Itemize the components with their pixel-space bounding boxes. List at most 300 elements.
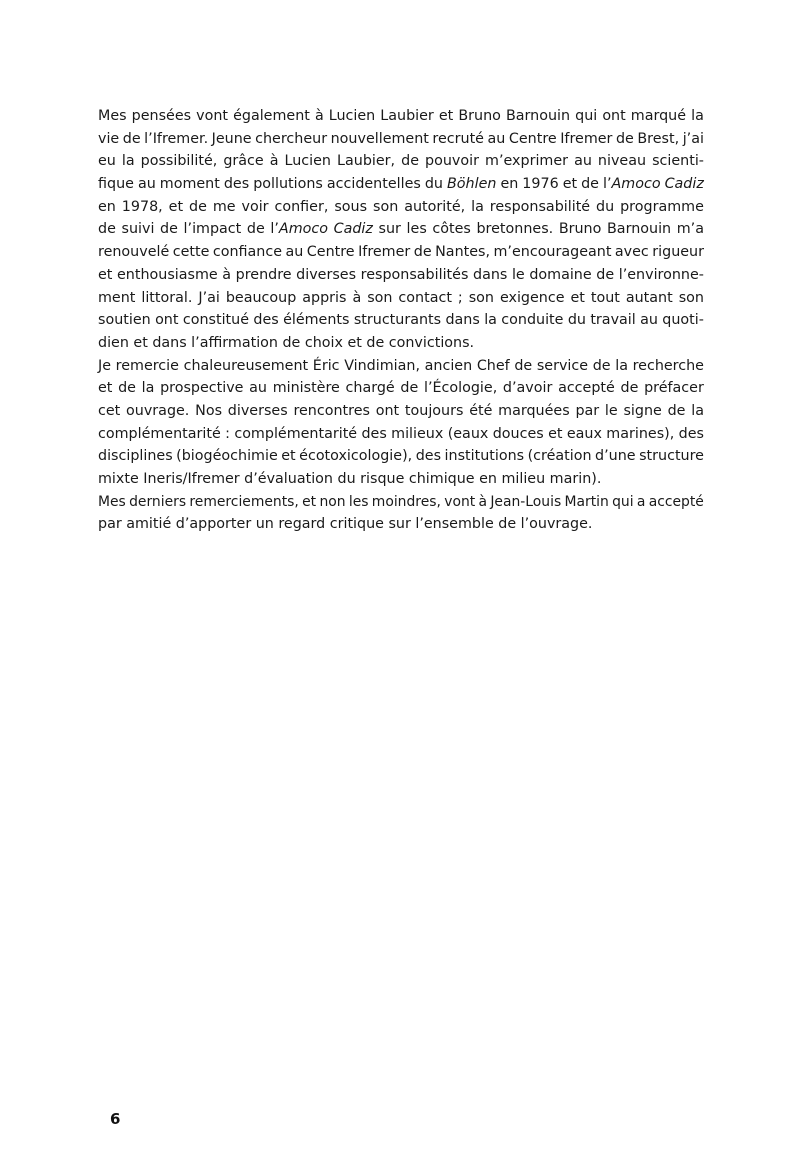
word-text: toujours <box>404 402 464 419</box>
word <box>283 309 349 332</box>
word-text: scienti- <box>652 153 704 170</box>
word-text: complémentarité <box>98 425 221 442</box>
word <box>631 105 686 128</box>
word <box>639 445 704 468</box>
word <box>98 150 116 173</box>
word <box>529 264 591 287</box>
word <box>141 150 218 173</box>
word <box>528 445 592 468</box>
word-text: les <box>348 493 369 510</box>
word-text: quoti- <box>662 312 704 329</box>
word-text: l’ <box>602 176 612 193</box>
word-text: Martin <box>564 493 609 510</box>
word-text: d’apporter <box>175 516 252 533</box>
word-text: des <box>223 176 250 193</box>
word <box>98 196 116 219</box>
word <box>514 355 532 378</box>
word <box>129 491 186 514</box>
word-text: qui <box>575 108 598 124</box>
word <box>637 491 646 514</box>
word-text: du <box>567 312 586 329</box>
word-text: Barnouin <box>505 108 571 124</box>
word-text: et <box>438 108 454 124</box>
word <box>222 264 231 287</box>
word-text: m’encourageant <box>493 244 612 261</box>
word <box>424 377 497 400</box>
word-text: et <box>347 334 362 351</box>
word <box>213 241 282 264</box>
word-text: d’une <box>595 448 636 465</box>
word-text: non <box>319 493 346 510</box>
word-text: Bruno <box>458 108 501 124</box>
word-text: sous <box>334 198 368 215</box>
word-text: sur <box>378 221 401 238</box>
word-text: responsabilité <box>489 198 591 215</box>
word-text: rencontres <box>293 402 370 419</box>
text-line <box>98 491 704 514</box>
text-line <box>98 105 704 128</box>
word <box>160 173 220 196</box>
word <box>425 355 473 378</box>
word <box>189 491 298 514</box>
word <box>282 332 300 355</box>
word <box>242 196 269 219</box>
word-text: au <box>285 244 304 261</box>
word-text: Vindimian, <box>344 357 421 374</box>
word-text: Ifremer <box>358 244 411 261</box>
word-text: ; <box>457 289 463 306</box>
word <box>133 332 147 355</box>
word-text: complémentarité <box>234 425 358 442</box>
word-text: travail <box>590 312 636 329</box>
word-text: éléments <box>283 312 350 329</box>
word <box>558 377 615 400</box>
word-text: de <box>401 153 419 170</box>
word <box>512 264 525 287</box>
word-text: Chef <box>476 357 510 374</box>
word-text: voir <box>241 198 269 215</box>
word-text: l’environne- <box>618 266 704 283</box>
word-text: à <box>352 289 362 306</box>
word-text: des <box>253 312 279 329</box>
word <box>126 513 171 536</box>
word-text: (biogéochimie <box>176 448 278 465</box>
word-text: pollutions <box>253 176 323 193</box>
word-text: de <box>160 221 178 238</box>
word-text: renouvelé <box>98 244 170 261</box>
word <box>432 128 484 151</box>
word <box>195 400 222 423</box>
word-text: enthousiasme <box>117 266 218 283</box>
word-text: Nos <box>195 402 223 419</box>
word-text: Lucien <box>284 153 331 170</box>
word <box>225 423 230 446</box>
word <box>319 491 345 514</box>
word-text: moindres, <box>371 493 441 510</box>
word-text: regard <box>278 516 326 533</box>
acknowledgements-text <box>98 105 704 536</box>
word <box>407 218 427 241</box>
word-text: ment <box>98 289 136 306</box>
word-text: par <box>98 516 122 533</box>
word <box>593 355 611 378</box>
word <box>379 218 401 241</box>
word <box>404 196 465 219</box>
word-text: de <box>498 516 517 533</box>
word <box>315 105 324 128</box>
word <box>376 400 399 423</box>
word-text: amitié <box>126 516 172 533</box>
word <box>409 468 475 491</box>
word <box>563 173 577 196</box>
word-text: la <box>615 357 628 374</box>
word <box>448 423 489 446</box>
word-text: la <box>484 312 497 329</box>
text-line <box>98 400 704 423</box>
word <box>255 128 327 151</box>
word-text: douces <box>492 425 544 442</box>
word-text: responsabilités <box>360 266 469 283</box>
word <box>307 241 355 264</box>
word <box>490 491 561 514</box>
word <box>98 400 120 423</box>
word-text: grâce <box>223 153 264 170</box>
word-text: ouvrage. <box>126 402 190 419</box>
word <box>619 264 704 287</box>
word-text: eu <box>98 153 116 170</box>
word-text: marquées <box>498 402 570 419</box>
word <box>596 196 614 219</box>
word <box>568 309 586 332</box>
word <box>373 196 398 219</box>
word <box>640 309 658 332</box>
word <box>575 105 597 128</box>
italic-title: Amoco <box>278 221 328 238</box>
word-text: des <box>415 448 442 465</box>
word-text: Barnouin <box>607 221 672 238</box>
word <box>616 128 634 151</box>
word-text: soutien <box>98 312 151 329</box>
word <box>223 150 263 173</box>
word <box>500 173 518 196</box>
word <box>224 173 249 196</box>
word-text: choix <box>304 334 343 351</box>
word <box>432 218 470 241</box>
word <box>213 196 236 219</box>
word-text: son <box>373 198 399 215</box>
word <box>122 150 135 173</box>
word-text: été <box>469 402 493 419</box>
word <box>123 128 141 151</box>
word <box>337 150 395 173</box>
word <box>372 491 441 514</box>
word-text: service <box>536 357 589 374</box>
text-line <box>98 513 704 536</box>
word-text: par <box>575 402 600 419</box>
word <box>503 377 552 400</box>
word <box>253 173 323 196</box>
word <box>596 264 614 287</box>
word <box>98 377 112 400</box>
word-text: Ineris/Ifremer <box>143 471 240 487</box>
word <box>485 150 568 173</box>
word-text: de <box>122 130 141 147</box>
word <box>349 491 369 514</box>
text-line <box>98 150 704 173</box>
word <box>98 445 173 468</box>
word-text: marin). <box>549 471 602 487</box>
word <box>380 105 434 128</box>
word-text: marines), <box>606 425 675 442</box>
word-text: l’impact <box>183 221 242 238</box>
word <box>173 241 210 264</box>
word-text: et <box>548 425 563 442</box>
word <box>228 400 288 423</box>
word <box>176 445 278 468</box>
word-text: signe <box>623 402 662 419</box>
word <box>141 287 192 310</box>
word <box>415 513 493 536</box>
word-text: confiance <box>212 244 283 261</box>
word-text: l’ <box>270 221 279 238</box>
word <box>98 264 112 287</box>
word <box>644 377 704 400</box>
word <box>352 287 361 310</box>
word <box>296 264 356 287</box>
word-text: Bruno <box>558 221 602 238</box>
word-text: la <box>141 380 155 397</box>
word <box>142 377 155 400</box>
word <box>184 355 309 378</box>
word-text: préfacer <box>644 380 704 397</box>
word <box>247 218 265 241</box>
word <box>344 355 420 378</box>
word <box>189 196 207 219</box>
word <box>126 400 189 423</box>
word <box>354 309 441 332</box>
word <box>521 513 593 536</box>
word <box>559 218 602 241</box>
word-text: structure <box>639 448 704 465</box>
word-text: de <box>366 334 385 351</box>
word-text: chaleureusement <box>183 357 309 374</box>
word <box>143 468 239 491</box>
word <box>501 468 545 491</box>
word-text: Jean-Louis <box>490 493 562 510</box>
word <box>484 309 497 332</box>
word-text: un <box>255 516 274 533</box>
word-text: l’affirmation <box>191 334 278 351</box>
word <box>302 491 316 514</box>
word <box>473 264 507 287</box>
word <box>662 309 704 332</box>
word-text: et <box>562 176 578 193</box>
word-text: accidentelles <box>326 176 421 193</box>
word <box>98 287 135 310</box>
text-line <box>98 218 704 241</box>
word-text: confier, <box>274 198 329 215</box>
word <box>98 423 221 446</box>
word <box>278 513 325 536</box>
word <box>117 264 218 287</box>
word-text: Centre <box>508 130 557 147</box>
word-text: de <box>282 334 301 351</box>
word-text: et <box>281 448 296 465</box>
word-text: chercheur <box>255 130 328 147</box>
word <box>330 513 384 536</box>
word-text: me <box>212 198 236 215</box>
word <box>445 445 525 468</box>
word-text: à <box>314 108 324 124</box>
word-text: bretonnes. <box>476 221 554 238</box>
word-text: exigence <box>499 289 565 306</box>
word <box>253 309 278 332</box>
word <box>401 150 419 173</box>
word <box>665 173 704 196</box>
word-text: dans <box>445 312 480 329</box>
word-text: vie <box>98 130 120 147</box>
word <box>118 377 136 400</box>
word <box>286 241 304 264</box>
word <box>691 400 704 423</box>
word <box>400 377 418 400</box>
word <box>679 423 704 446</box>
word-text: cet <box>98 402 121 419</box>
word-text: dans <box>152 334 187 351</box>
word-text: de <box>581 176 599 193</box>
word <box>334 218 373 241</box>
text-line <box>98 423 704 446</box>
word <box>98 513 122 536</box>
word <box>620 196 704 219</box>
word-text: rigueur <box>652 244 704 261</box>
text-line <box>98 468 704 491</box>
word-text: institutions <box>444 448 525 465</box>
word <box>98 309 151 332</box>
word-text: remerciements, <box>189 493 299 510</box>
word-text: avec <box>614 244 649 261</box>
word <box>338 468 356 491</box>
word <box>299 445 412 468</box>
word <box>458 105 501 128</box>
word <box>98 355 111 378</box>
word <box>679 287 704 310</box>
word <box>477 355 510 378</box>
word-text: la <box>121 153 135 170</box>
word <box>683 128 704 151</box>
word-text: beaucoup <box>225 289 297 306</box>
word <box>313 355 340 378</box>
word <box>425 150 479 173</box>
word <box>626 287 673 310</box>
word <box>652 241 704 264</box>
word-text: de <box>615 130 634 147</box>
word-text: dans <box>473 266 508 283</box>
word-text: prospective <box>160 380 244 397</box>
word <box>570 287 584 310</box>
paragraph <box>98 491 704 536</box>
word <box>98 173 134 196</box>
word-text: Brest, <box>637 130 680 147</box>
word-text: diverses <box>296 266 357 283</box>
text-line <box>98 355 704 378</box>
word <box>244 468 333 491</box>
word <box>196 105 228 128</box>
word <box>621 377 639 400</box>
word-text: domaine <box>529 266 592 283</box>
word <box>398 287 452 310</box>
word-text: autant <box>625 289 673 306</box>
word-text: conduite <box>501 312 564 329</box>
word-text: derniers <box>129 493 187 510</box>
word <box>281 445 295 468</box>
word-text: 1976 <box>522 176 559 193</box>
word-text: de <box>98 221 116 238</box>
word <box>612 491 633 514</box>
word <box>293 400 370 423</box>
word-text: constitué <box>182 312 250 329</box>
word-text: et <box>133 334 148 351</box>
italic-title: Amoco <box>611 176 661 193</box>
word-text: possibilité, <box>140 153 218 170</box>
page-number: 6 <box>110 1110 121 1128</box>
word <box>469 400 492 423</box>
word <box>389 332 474 355</box>
word-text: l’Écologie, <box>423 380 498 397</box>
word-text: fique <box>98 176 134 193</box>
word <box>270 218 328 241</box>
word <box>602 105 625 128</box>
word-text: et <box>98 380 113 397</box>
word <box>132 105 191 128</box>
word <box>160 218 178 241</box>
word-text: littoral. <box>141 289 193 306</box>
word-text: de <box>189 198 207 215</box>
word-text: du <box>424 176 443 193</box>
word-text: de <box>514 357 533 374</box>
word-text: en <box>500 176 519 193</box>
word-text: m’a <box>676 221 704 238</box>
word <box>346 377 395 400</box>
word <box>493 423 544 446</box>
word <box>500 287 565 310</box>
word-text: structurants <box>353 312 442 329</box>
word-text: en <box>479 471 497 487</box>
word <box>155 309 178 332</box>
word <box>615 355 628 378</box>
word <box>574 150 592 173</box>
word-text: du <box>596 198 615 215</box>
word <box>347 332 361 355</box>
word <box>98 468 139 491</box>
paragraph <box>98 105 704 355</box>
word-text: son <box>367 289 393 306</box>
word-text: des <box>678 425 704 442</box>
word <box>366 332 384 355</box>
word <box>560 128 612 151</box>
word <box>405 400 464 423</box>
word <box>233 105 310 128</box>
word <box>605 400 618 423</box>
word <box>537 355 588 378</box>
word-text: ancien <box>424 357 473 374</box>
text-line <box>98 332 704 355</box>
word <box>305 332 343 355</box>
word-text: prendre <box>235 266 292 283</box>
word <box>435 241 490 264</box>
word <box>677 218 704 241</box>
word <box>327 173 421 196</box>
